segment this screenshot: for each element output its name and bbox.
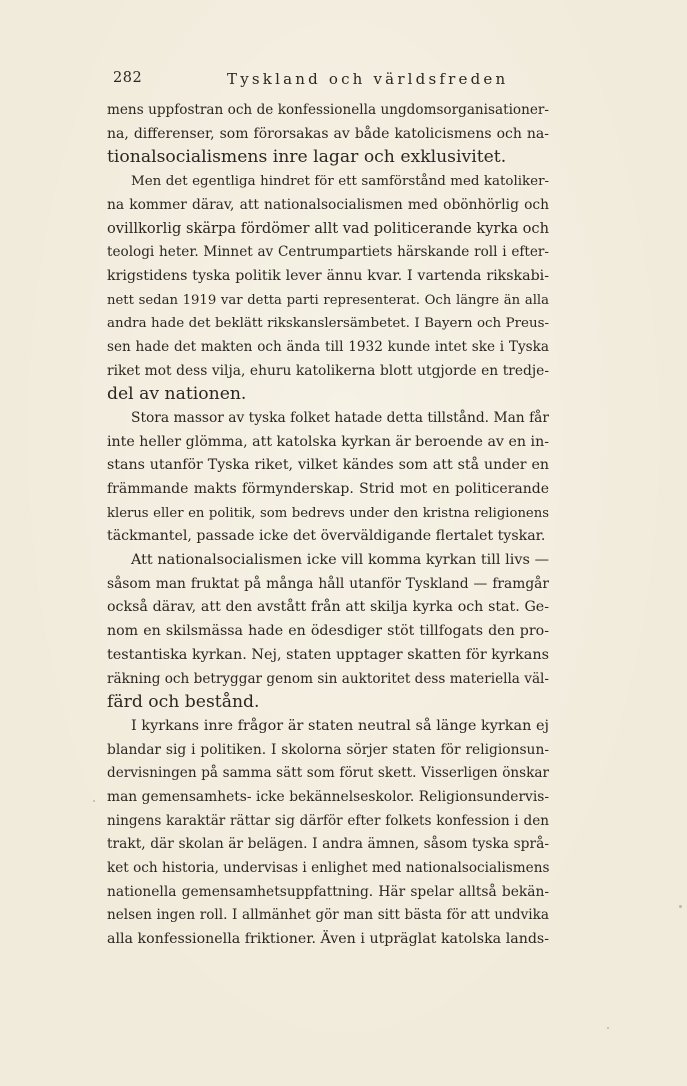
text-line: främmande makts förmynderskap. Strid mot en politicerande — [107, 481, 549, 497]
text-line: riket mot dess vilja, ehuru katolikerna blott utgjorde en tredje- — [107, 362, 549, 379]
text-line: tionalsocialismens inre lagar och exklusivitet. — [107, 147, 507, 168]
text-line: sen hade det makten och ända till 1932 kunde intet ske i Tyska — [107, 338, 549, 355]
text-line: räkning och betryggar genom sin auktoritet dess materiella väl- — [107, 670, 549, 687]
text-line: del av nationen. — [107, 384, 247, 405]
text-line: stans utanför Tyska riket, vilket kändes som att stå under en — [107, 457, 549, 474]
text-line: Stora massor av tyska folket hatade detta tillstånd. Man får — [131, 409, 549, 426]
text-line: na kommer därav, att nationalsocialismen med obönhörlig och — [107, 196, 549, 213]
text-line: andra hade det beklätt rikskanslersämbetet. I Bayern och Preus- — [107, 316, 549, 332]
paper-speck — [93, 800, 95, 802]
paper-speck — [679, 905, 682, 908]
text-line: krigstidens tyska politik lever ännu kvar. I vartenda rikskabi- — [107, 267, 549, 284]
text-line: Men det egentliga hindret för ett samförstånd med katoliker- — [131, 174, 549, 190]
text-line: alla konfessionella friktioner. Även i utpräglat katolska lands- — [107, 931, 549, 948]
text-line: testantiska kyrkan. Nej, staten upptager skatten för kyrkans — [107, 646, 549, 663]
text-line: täckmantel, passade icke det överväldigande flertalet tyskar. — [107, 528, 546, 545]
text-line: blandar sig i politiken. I skolorna sörjer staten för religionsun- — [107, 741, 549, 758]
body-text — [107, 99, 549, 952]
text-line: teologi heter. Minnet av Centrumpartiets härskande roll i efter- — [107, 244, 549, 261]
text-line: I kyrkans inre frågor är staten neutral så länge kyrkan ej — [131, 717, 549, 734]
text-line: ningens karaktär rättar sig därför efter folkets konfession i den — [107, 812, 549, 829]
text-line: Att nationalsocialismen icke vill komma kyrkan till livs — — [131, 552, 549, 569]
text-line: färd och bestånd. — [107, 692, 260, 713]
text-line: ovillkorlig skärpa fördömer allt vad politicerande kyrka och — [107, 220, 549, 238]
text-line: dervisningen på samma sätt som förut skett. Visserligen önskar — [107, 765, 549, 782]
text-line: klerus eller en politik, som bedrevs under den kristna religionens — [107, 505, 549, 521]
text-line: inte heller glömma, att katolska kyrkan är beroende av en in- — [107, 433, 549, 450]
page-number: 282 — [113, 70, 143, 86]
text-line: nelsen ingen roll. I allmänhet gör man sitt bästa för att undvika — [107, 907, 549, 924]
paper-speck — [607, 1027, 609, 1029]
page-header — [113, 70, 551, 90]
text-line: mens uppfostran och de konfessionella ungdomsorganisationer- — [107, 102, 549, 118]
text-line: nett sedan 1919 var detta parti representerat. Och längre än alla — [107, 292, 549, 308]
text-line: också därav, att den avstått från att skilja kyrka och stat. Ge- — [107, 599, 549, 616]
text-line: nationella gemensamhetsuppfattning. Här spelar alltså bekän- — [107, 883, 549, 900]
text-line: na, differenser, som förorsakas av både katolicismens och na- — [107, 125, 549, 142]
text-line: man gemensamhets- icke bekännelseskolor. Religionsundervis- — [107, 788, 549, 805]
running-title: Tyskland och världsfreden — [227, 70, 509, 88]
text-line: ket och historia, undervisas i enlighet med nationalsocialismens — [107, 860, 549, 876]
text-line: såsom man fruktat på många håll utanför Tyskland — framgår — [107, 575, 549, 592]
text-line: trakt, där skolan är belägen. I andra ämnen, såsom tyska språ- — [107, 836, 549, 853]
text-line: nom en skilsmässa hade en ödesdiger stöt tillfogats den pro- — [107, 623, 549, 640]
